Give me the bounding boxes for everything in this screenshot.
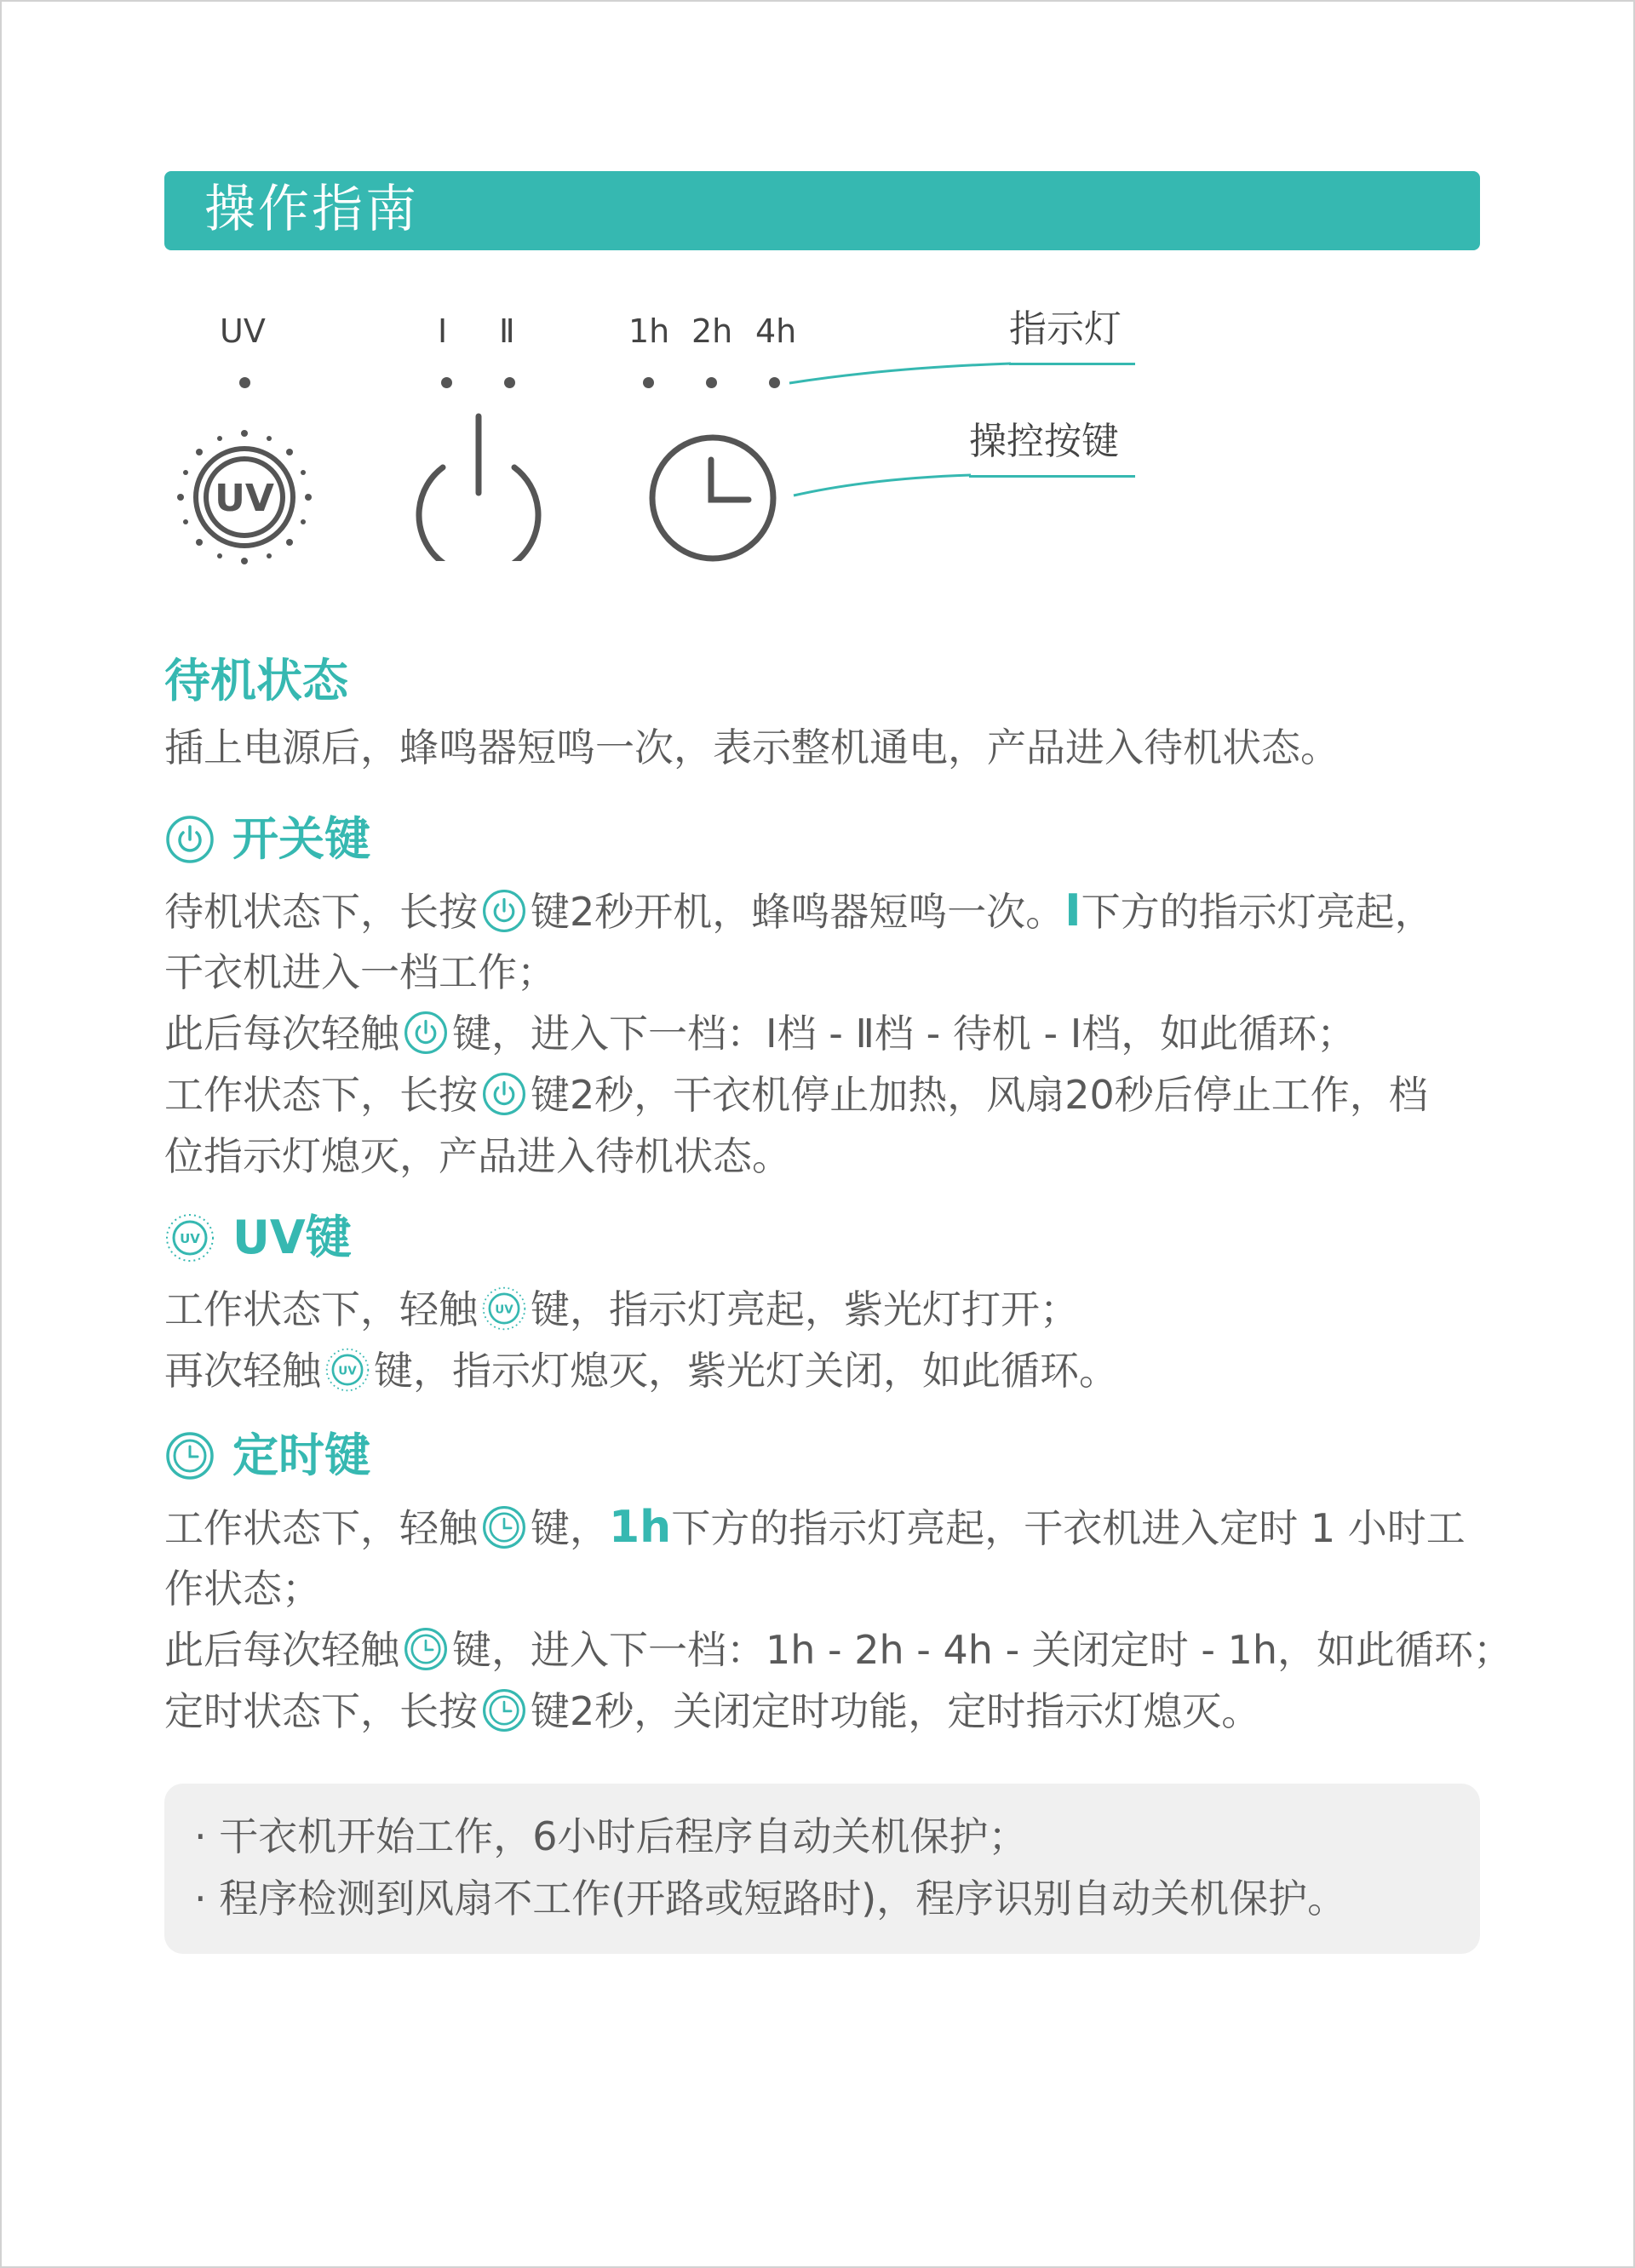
power-icon (481, 888, 527, 934)
gear2-indicator-dot (504, 377, 515, 388)
timer-1h-label: 1h (628, 312, 670, 350)
uv-line-2a: 再次轻触 (164, 1348, 321, 1394)
power-line-1 (164, 880, 1434, 942)
uv-icon (481, 1286, 527, 1332)
uv-icon (324, 1347, 370, 1393)
notes-box (164, 1784, 1480, 1954)
control-leader-line (792, 472, 972, 501)
clock-icon (403, 1626, 449, 1672)
power-line-3a: 此后每次轻触 (164, 1011, 399, 1057)
gear1-indicator-dot (441, 377, 452, 388)
uv-button-text: UV (215, 477, 274, 520)
power-line-1b: 键2秒开机，蜂鸣器短鸣一次。 (531, 889, 1065, 935)
timer-line-4a: 定时状态下，长按 (164, 1688, 478, 1734)
power-icon (481, 1071, 527, 1117)
uv-line-2b: 键，指示灯熄灭，紫光灯关闭，如此循环。 (374, 1348, 1118, 1394)
gear2-indicator-label: Ⅱ (499, 312, 515, 350)
power-icon (403, 1010, 449, 1056)
timer-line-4b: 键2秒，关闭定时功能，定时指示灯熄灭。 (531, 1688, 1261, 1734)
clock-icon (481, 1687, 527, 1733)
uv-line-2 (164, 1340, 1118, 1401)
timer-line-2: 作状态； (164, 1566, 321, 1612)
power-line-2: 干衣机进入一档工作； (164, 949, 556, 995)
indicator-callout-label: 指示灯 (1009, 307, 1122, 351)
clock-icon (164, 1430, 215, 1481)
timer-button-illustration[interactable] (645, 430, 781, 566)
control-callout-label: 操控按键 (969, 420, 1119, 463)
clock-icon (481, 1504, 527, 1550)
timer-line-3a: 此后每次轻触 (164, 1627, 399, 1673)
timer-heading (164, 1429, 370, 1483)
power-line-1c: 下方的指示灯亮起， (1081, 889, 1434, 935)
timer-line-3 (164, 1619, 1512, 1681)
power-line-3 (164, 1003, 1356, 1064)
timer-line-1 (164, 1497, 1466, 1559)
gear1-accent: Ⅰ (1064, 885, 1081, 936)
timer-1h-accent: 1h (609, 1502, 672, 1553)
power-line-3b: 键，进入下一档：Ⅰ档 - Ⅱ档 - 待机 - Ⅰ档，如此循环； (452, 1011, 1357, 1057)
timer-line-1c: 下方的指示灯亮起，干衣机进入定时 1 小时工 (671, 1505, 1466, 1551)
power-heading (164, 812, 370, 867)
uv-line-1a: 工作状态下，轻触 (164, 1286, 478, 1332)
standby-heading-text: 待机状态 (164, 654, 348, 707)
uv-indicator-label: UV (220, 312, 266, 350)
timer-4h-label: 4h (755, 312, 797, 350)
timer-line-1b: 键， (531, 1505, 609, 1551)
uv-indicator-dot (239, 377, 250, 388)
timer-1h-indicator-dot (643, 377, 654, 388)
title-bar (164, 171, 1480, 250)
power-button-illustration[interactable] (410, 408, 547, 561)
gear1-indicator-label: Ⅰ (438, 312, 448, 350)
timer-2h-label: 2h (691, 312, 733, 350)
timer-line-4 (164, 1681, 1260, 1742)
power-heading-text: 开关键 (232, 812, 370, 866)
power-line-4a: 工作状态下，长按 (164, 1072, 478, 1118)
power-line-5: 位指示灯熄灭，产品进入待机状态。 (164, 1133, 791, 1179)
page-title: 操作指南 (204, 180, 419, 239)
standby-line-1: 插上电源后，蜂鸣器短鸣一次，表示整机通电，产品进入待机状态。 (164, 724, 1340, 770)
uv-line-1 (164, 1279, 1079, 1340)
power-icon (164, 814, 215, 865)
power-line-1a: 待机状态下，长按 (164, 889, 478, 935)
timer-line-3b: 键，进入下一档：1h - 2h - 4h - 关闭定时 - 1h，如此循环； (452, 1627, 1513, 1673)
note-item: · 程序检测到风扇不工作(开路或短路时)，程序识别自动关机保护。 (194, 1876, 1347, 1922)
uv-heading-text: UV键 (232, 1211, 352, 1264)
uv-icon (164, 1212, 215, 1263)
uv-button-illustration[interactable] (172, 425, 317, 570)
control-callout-underline (969, 475, 1135, 478)
standby-heading (164, 654, 348, 708)
uv-line-1b: 键，指示灯亮起，紫光灯打开； (531, 1286, 1079, 1332)
timer-2h-indicator-dot (706, 377, 717, 388)
timer-4h-indicator-dot (769, 377, 780, 388)
indicator-leader-line (785, 355, 1015, 389)
note-item: · 干衣机开始工作，6小时后程序自动关机保护； (194, 1813, 1028, 1859)
timer-line-1a: 工作状态下，轻触 (164, 1505, 478, 1551)
uv-heading (164, 1211, 352, 1265)
timer-heading-text: 定时键 (232, 1429, 370, 1482)
indicator-callout-underline (1009, 363, 1135, 365)
power-line-4 (164, 1064, 1428, 1125)
power-line-4b: 键2秒，干衣机停止加热，风扇20秒后停止工作，档 (531, 1072, 1428, 1118)
